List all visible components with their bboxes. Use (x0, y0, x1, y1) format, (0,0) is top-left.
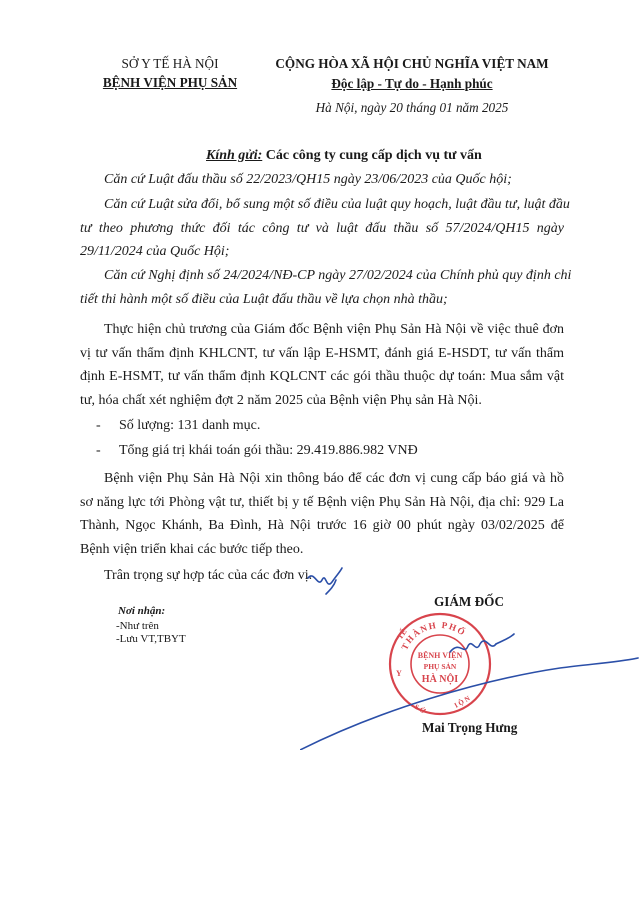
republic-name: CỘNG HÒA XÃ HỘI CHỦ NGHĨA VIỆT NAM (275, 56, 549, 71)
recipient-label: Kính gửi: (206, 148, 263, 163)
body-paragraph-1-line: Thực hiện chủ trương của Giám đốc Bệnh viện Phụ Sản Hà Nội về việc thuê đơn (104, 322, 564, 337)
legal-basis-2-line: Căn cứ Luật sửa đổi, bổ sung một số điều của luật quy hoạch, luật đầu tư, luật đầu (104, 197, 570, 212)
bullet-total-value (96, 443, 418, 459)
recipient-value: Các công ty cung cấp dịch vụ tư vấn (265, 148, 482, 163)
bullet-quantity (96, 418, 260, 434)
body-paragraph-1 (80, 318, 564, 412)
document-date: Hà Nội, ngày 20 tháng 01 năm 2025 (315, 100, 509, 115)
svg-text:S Ở: S Ở (413, 702, 427, 716)
ministry-name: SỞ Y TẾ HÀ NỘI (121, 56, 219, 71)
body-paragraph-2 (80, 467, 564, 561)
svg-text:HÀ NỘI: HÀ NỘI (421, 674, 459, 685)
bullet-dash: - (96, 418, 101, 433)
body-paragraph-1-line: định E-HSMT, tư vấn thẩm định KQLCNT các gói thầu thuộc dự toán: Mua sắm vật (80, 369, 564, 384)
closing-line: Trân trọng sự hợp tác của các đơn vị. (104, 568, 313, 583)
legal-basis-1: Căn cứ Luật đấu thầu số 22/2023/QH15 ngày 23/06/2023 của Quốc hội; (104, 172, 512, 187)
motto: Độc lập - Tự do - Hạnh phúc (331, 76, 493, 91)
hospital-name: BỆNH VIỆN PHỤ SẢN (102, 75, 238, 90)
svg-text:PHỤ SẢN: PHỤ SẢN (423, 662, 457, 671)
svg-text:TẾ: TẾ (395, 627, 409, 642)
bullet-quantity-text: Số lượng: 131 danh mục. (119, 418, 261, 433)
signature-role: GIÁM ĐỐC (434, 594, 504, 609)
legal-basis-3 (80, 264, 572, 311)
body-paragraph-2-line: Thành, Ngọc Khánh, Ba Đình, Hà Nội trước 16 giờ 00 phút ngày 03/02/2025 để (80, 518, 564, 533)
legal-basis-2-line: 29/11/2024 của Quốc Hội; (80, 244, 230, 259)
body-paragraph-2-line: Bệnh viện Phụ Sản Hà Nội xin thông báo để các đơn vị cung cấp báo giá và hồ (104, 471, 564, 486)
legal-basis-3-line: tiết thi hành một số điều của Luật đấu thầu về lựa chọn nhà thầu; (80, 291, 448, 307)
recipient-line (206, 148, 482, 164)
legal-basis-2 (80, 193, 570, 264)
svg-text:Y: Y (396, 669, 402, 678)
svg-text:THÀNH PHỐ: THÀNH PHỐ (399, 619, 468, 652)
body-paragraph-2-line: sơ năng lực tới Phòng vật tư, thiết bị y tế Bệnh viện Phụ Sản Hà Nội, địa chỉ: 929 La (80, 494, 564, 510)
legal-basis-3-line: Căn cứ Nghị định số 24/2024/NĐ-CP ngày 27/02/2024 của Chính phủ quy định chi (104, 268, 572, 283)
bullet-total-value-text: Tổng giá trị khái toán gói thầu: 29.419.886.982 VNĐ (119, 443, 418, 458)
body-paragraph-1-line: tư, hóa chất xét nghiệm đợt 2 năm 2025 của Bệnh viện Phụ sản Hà Nội. (80, 392, 482, 408)
svg-text:I Ộ N: I Ộ N (453, 694, 472, 710)
signer-name: Mai Trọng Hưng (422, 720, 518, 735)
recipients-item: -Như trên (116, 620, 159, 632)
recipients-title: Nơi nhận: (118, 605, 166, 617)
body-paragraph-2-line: Bệnh viện triển khai các bước tiếp theo. (80, 541, 304, 557)
body-paragraph-1-line: vị tư vấn thẩm định KHLCNT, tư vấn lập E-HSMT, đánh giá E-HSDT, tư vấn thẩm (80, 345, 564, 361)
legal-basis-2-line: tư theo phương thức đối tác công tư và luật đấu thầu số 57/2024/QH15 ngày (80, 220, 564, 236)
svg-text:BỆNH VIỆN: BỆNH VIỆN (417, 651, 463, 660)
recipients-item: -Lưu VT,TBYT (116, 633, 186, 645)
bullet-dash: - (96, 443, 101, 458)
